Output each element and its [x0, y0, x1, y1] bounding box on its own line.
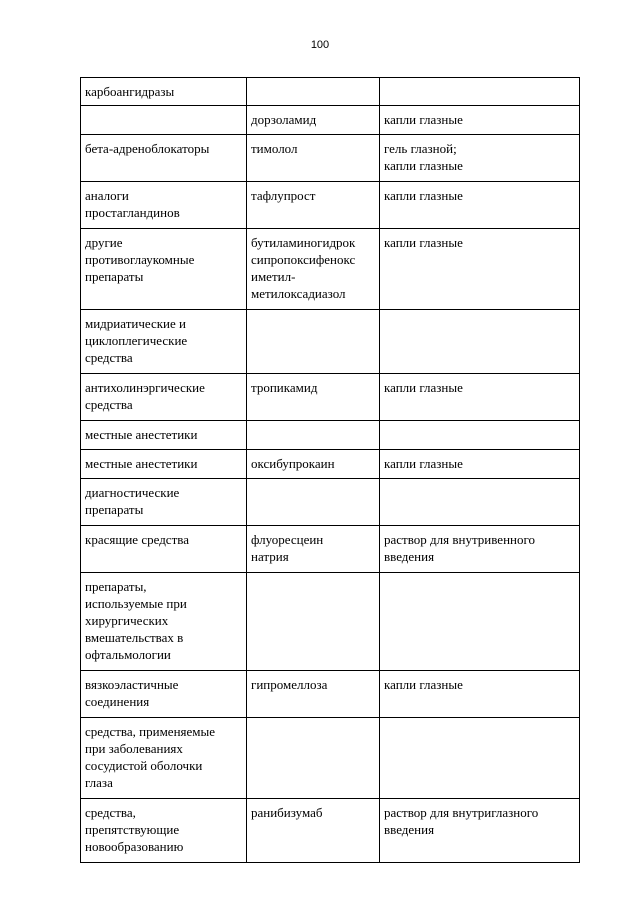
substance-cell: [247, 182, 380, 229]
group-cell: [81, 718, 247, 799]
dosage-form-cell: [380, 573, 580, 671]
dosage-form-cell: [380, 479, 580, 526]
group-cell-text: красящие средства: [85, 532, 189, 547]
substance-cell-text: оксибупрокаин: [251, 456, 335, 471]
table-row: [81, 229, 580, 310]
substance-cell-text: тафлупрост: [251, 188, 316, 203]
group-cell-text: вязкоэластичные соединения: [85, 677, 179, 709]
dosage-form-cell-text: капли глазные: [384, 380, 463, 395]
dosage-form-cell: [380, 135, 580, 182]
dosage-form-cell: [380, 229, 580, 310]
group-cell: [81, 78, 247, 106]
group-cell: [81, 310, 247, 374]
group-cell: [81, 526, 247, 573]
table-row: [81, 106, 580, 135]
dosage-form-cell-text: раствор для внутриглазного введения: [384, 805, 539, 837]
table-row: [81, 78, 580, 106]
table-row: [81, 135, 580, 182]
substance-cell-text: тимолол: [251, 141, 298, 156]
group-cell-text: карбоангидразы: [85, 84, 175, 99]
group-cell-text: средства, препятствующие новообразованию: [85, 805, 184, 854]
dosage-form-cell-text: капли глазные: [384, 677, 463, 692]
dosage-form-cell: [380, 78, 580, 106]
group-cell: [81, 135, 247, 182]
substance-cell-text: дорзоламид: [251, 112, 317, 127]
group-cell-text: антихолинэргические средства: [85, 380, 205, 412]
group-cell: [81, 182, 247, 229]
dosage-form-cell-text: капли глазные: [384, 235, 463, 250]
dosage-form-cell-text: капли глазные: [384, 188, 463, 203]
group-cell-text: аналоги простагландинов: [85, 188, 180, 220]
substance-cell: [247, 671, 380, 718]
dosage-form-cell-text: раствор для внутривенного введения: [384, 532, 535, 564]
table-row: [81, 799, 580, 863]
table-row: [81, 374, 580, 421]
dosage-form-cell: [380, 106, 580, 135]
group-cell: [81, 229, 247, 310]
substance-cell-text: флуоресцеин натрия: [251, 532, 324, 564]
group-cell-text: средства, применяемые при заболеваниях сосудистой оболочки глаза: [85, 724, 216, 790]
group-cell: [81, 573, 247, 671]
substance-cell: [247, 718, 380, 799]
substance-cell: [247, 229, 380, 310]
dosage-form-cell-text: гель глазной; капли глазные: [384, 141, 463, 173]
table-body: [81, 78, 580, 863]
page-number: 100: [310, 39, 330, 51]
group-cell-text: мидриатические и циклоплегические средства: [85, 316, 188, 365]
substance-cell: [247, 106, 380, 135]
substance-cell-text: гипромеллоза: [251, 677, 328, 692]
substance-cell: [247, 310, 380, 374]
group-cell-text: местные анестетики: [85, 427, 198, 442]
dosage-form-cell: [380, 718, 580, 799]
substance-cell: [247, 450, 380, 479]
substance-cell: [247, 374, 380, 421]
group-cell: [81, 671, 247, 718]
substance-cell: [247, 479, 380, 526]
dosage-form-cell: [380, 671, 580, 718]
table-row: [81, 479, 580, 526]
group-cell: [81, 106, 247, 135]
table-row: [81, 573, 580, 671]
table-row: [81, 718, 580, 799]
table-row: [81, 182, 580, 229]
table-row: [81, 421, 580, 450]
substance-cell: [247, 799, 380, 863]
table-row: [81, 310, 580, 374]
group-cell: [81, 450, 247, 479]
dosage-form-cell: [380, 182, 580, 229]
drug-table: [80, 77, 580, 863]
group-cell: [81, 374, 247, 421]
dosage-form-cell-text: капли глазные: [384, 112, 463, 127]
dosage-form-cell: [380, 310, 580, 374]
dosage-form-cell: [380, 421, 580, 450]
substance-cell-text: бутиламиногидрок сипропоксифенокс иметил- метилоксадиазол: [251, 235, 356, 301]
table-row: [81, 526, 580, 573]
substance-cell: [247, 526, 380, 573]
substance-cell: [247, 573, 380, 671]
dosage-form-cell: [380, 799, 580, 863]
group-cell: [81, 479, 247, 526]
group-cell-text: бета-адреноблокаторы: [85, 141, 210, 156]
group-cell-text: другие противоглаукомные препараты: [85, 235, 195, 284]
dosage-form-cell-text: капли глазные: [384, 456, 463, 471]
group-cell-text: диагностические препараты: [85, 485, 180, 517]
group-cell-text: местные анестетики: [85, 456, 198, 471]
dosage-form-cell: [380, 450, 580, 479]
substance-cell: [247, 135, 380, 182]
substance-cell-text: ранибизумаб: [251, 805, 323, 820]
table-row: [81, 671, 580, 718]
substance-cell-text: тропикамид: [251, 380, 318, 395]
substance-cell: [247, 421, 380, 450]
substance-cell: [247, 78, 380, 106]
dosage-form-cell: [380, 526, 580, 573]
dosage-form-cell: [380, 374, 580, 421]
group-cell: [81, 799, 247, 863]
table-row: [81, 450, 580, 479]
group-cell: [81, 421, 247, 450]
group-cell-text: препараты, используемые при хирургических вмешательствах в офтальмологии: [85, 579, 187, 662]
